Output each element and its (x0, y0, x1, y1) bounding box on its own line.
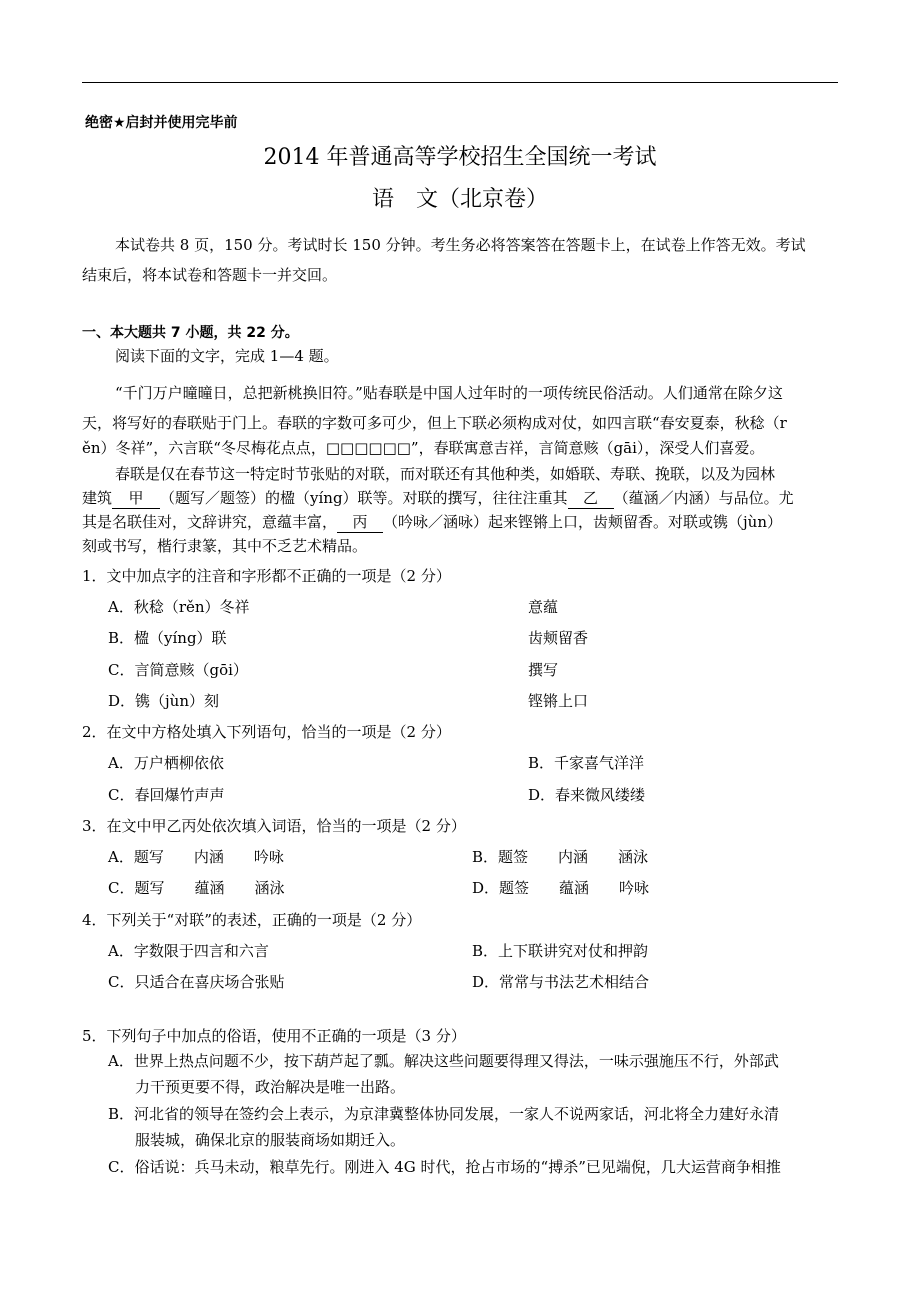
q1-option-c: C．言简意赅（gōi） (108, 661, 248, 679)
passage-line-1: “千门万户曈曈日，总把新桃换旧符。”贴春联是中国人过年时的一项传统民俗活动。人们通常在除夕这 (115, 384, 783, 402)
q4-option-d: D．常常与书法艺术相结合 (472, 973, 650, 991)
blank-yi: 乙 (568, 487, 614, 509)
q2-option-b: B．千家喜气洋洋 (528, 754, 645, 772)
q1-option-a-2: 意蕴 (528, 598, 559, 616)
confidential-label: 绝密★启封并使用完毕前 (85, 115, 238, 131)
q5-option-a: A．世界上热点问题不少，按下葫芦起了瓢。解决这些问题要得理又得法，一味示强施压不行，外部武 (108, 1052, 779, 1070)
q4-option-c: C．只适合在喜庆场合张贴 (108, 973, 285, 991)
passage-line-5 (82, 487, 794, 509)
q1-option-b: B．楹（yíng）联 (108, 629, 227, 647)
section-heading: 一、本大题共 7 小题，共 22 分。 (82, 325, 299, 341)
q3-option-a: A．题写 内涵 吟咏 (108, 848, 284, 866)
exam-title: 2014 年普通高等学校招生全国统一考试 (263, 145, 657, 170)
q5-option-c: C．俗话说：兵马未动，粮草先行。刚进入 4G 时代，抢占市场的“搏杀”已见端倪，几大运营商争相推 (108, 1158, 781, 1176)
passage-text: 其是名联佳对，文辞讲究，意蕴丰富， (82, 513, 338, 531)
passage-line-4: 春联是仅在春节这一特定时节张贴的对联，而对联还有其他种类，如婚联、寿联、挽联，以及为园林 (115, 465, 776, 483)
q1-option-d: D．镌（jùn）刻 (108, 692, 219, 710)
q2-option-a: A．万户栖柳依依 (108, 754, 224, 772)
q3-stem: 3．在文中甲乙丙处依次填入词语，恰当的一项是（2 分） (82, 817, 466, 835)
passage-line-3: ěn）冬祥”，六言联“冬尽梅花点点，□□□□□□”，春联寓意吉祥，言简意赅（gāi），深受人们喜爱。 (82, 439, 765, 457)
q5-option-a-cont: 力干预更要不得，政治解决是唯一出路。 (135, 1078, 406, 1096)
passage-line-6 (82, 511, 782, 533)
q4-stem: 4．下列关于“对联”的表述，正确的一项是（2 分） (82, 911, 422, 929)
instructions-line-2: 结束后，将本试卷和答题卡一并交回。 (82, 266, 338, 284)
q1-stem: 1．文中加点字的注音和字形都不正确的一项是（2 分） (82, 567, 451, 585)
passage-line-2: 天，将写好的春联贴于门上。春联的字数可多可少，但上下联必须构成对仗，如四言联“春安夏泰，秋稔（r (82, 414, 787, 432)
passage-text: 建筑 (82, 489, 113, 507)
q5-option-b: B．河北省的领导在签约会上表示，为京津冀整体协同发展，一家人不说两家话，河北将全力建好永清 (108, 1105, 780, 1123)
q2-stem: 2．在文中方格处填入下列语句，恰当的一项是（2 分） (82, 723, 451, 741)
q3-option-c: C．题写 蕴涵 涵泳 (108, 879, 285, 897)
section-intro: 阅读下面的文字，完成 1—4 题。 (115, 347, 339, 365)
q1-option-b-2: 齿颊留香 (528, 629, 589, 647)
passage-text: （吟咏／涵咏）起来铿锵上口，齿颊留香。对联或镌（jùn） (383, 513, 782, 531)
q3-option-d: D．题签 蕴涵 吟咏 (472, 879, 650, 897)
q1-option-d-2: 铿锵上口 (528, 692, 589, 710)
q5-stem: 5．下列句子中加点的俗语，使用不正确的一项是（3 分） (82, 1027, 466, 1045)
q5-option-b-cont: 服装城，确保北京的服装商场如期迁入。 (135, 1131, 406, 1149)
instructions-line-1: 本试卷共 8 页，150 分。考试时长 150 分钟。考生务必将答案答在答题卡上，在试卷上作答无效。考试 (115, 236, 806, 254)
q4-option-b: B．上下联讲究对仗和押韵 (472, 942, 649, 960)
top-rule (82, 82, 838, 83)
q1-option-c-2: 撰写 (528, 661, 559, 679)
blank-jia: 甲 (112, 487, 160, 509)
passage-text: （题写／题签）的楹（yíng）联等。对联的撰写，往往注重其 (160, 489, 568, 507)
q2-option-d: D．春来微风缕缕 (528, 786, 646, 804)
q4-option-a: A．字数限于四言和六言 (108, 942, 269, 960)
passage-line-7: 刻或书写，楷行隶篆，其中不乏艺术精品。 (82, 537, 368, 555)
q2-option-c: C．春回爆竹声声 (108, 786, 225, 804)
blank-bing: 丙 (337, 511, 383, 533)
q3-option-b: B．题签 内涵 涵泳 (472, 848, 649, 866)
passage-text: （蕴涵／内涵）与品位。尤 (613, 489, 794, 507)
q1-option-a: A．秋稔（rěn）冬祥 (108, 598, 250, 616)
exam-subtitle: 语 文（北京卷） (371, 187, 548, 212)
